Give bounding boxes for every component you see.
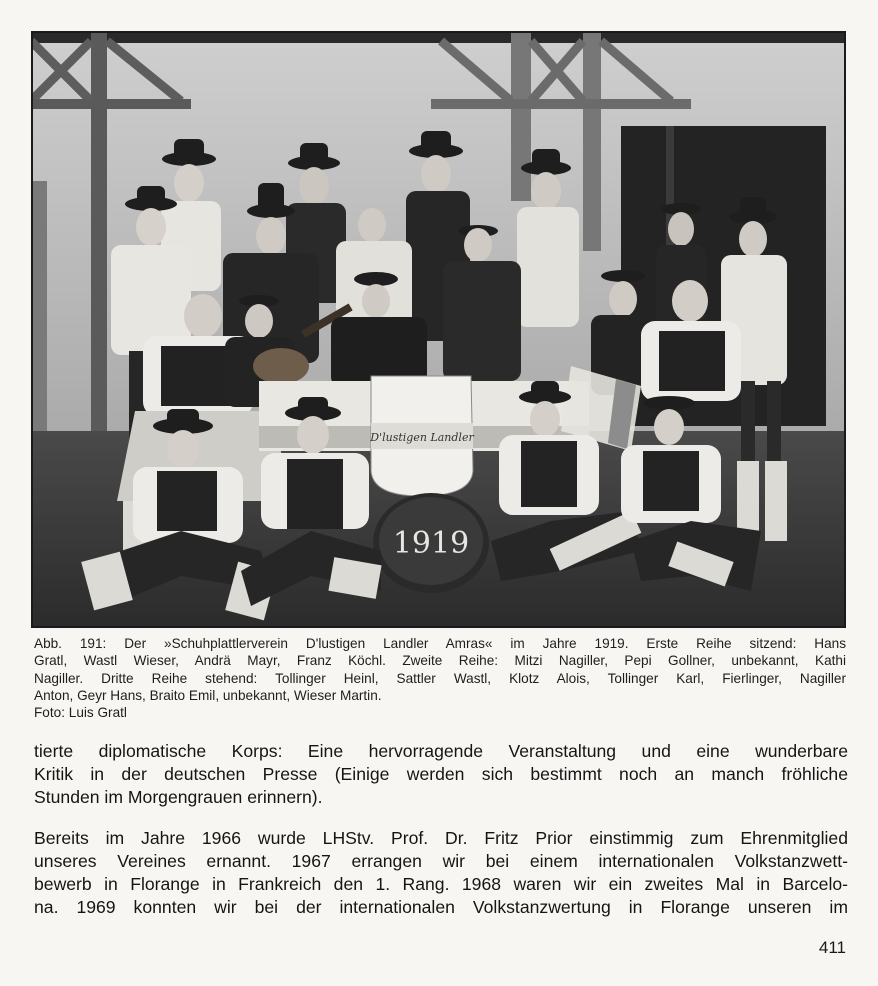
body-line: tierte diplomatische Korps: Eine hervorragende Veranstaltung und eine wunderbare (34, 741, 848, 761)
caption-line: Nagiller. Dritte Reihe stehend: Tollinger Heinl, Sattler Wastl, Klotz Alois, Tollinger Karl, Fierlinger, Nagiller (34, 670, 846, 686)
caption-line: Abb. 191: Der »Schuhplattlerverein D'lustigen Landler Amras« im Jahre 1919. Erste Reihe sitzend: Hans (34, 636, 846, 651)
body-line: Kritik in der deutschen Presse (Einige werden sich bestimmt noch an manch fröhliche (34, 764, 848, 784)
group-photo (31, 31, 846, 628)
body-line: Stunden im Morgengrauen erinnern). (34, 787, 323, 807)
caption-line: Gratl, Wastl Wieser, Andrä Mayr, Franz Köchl. Zweite Reihe: Mitzi Nagiller, Pepi Gollner, unbekannt, Kathi (34, 653, 846, 669)
barrel (373, 493, 489, 593)
barrel-year: 1919 (392, 526, 470, 561)
group-photo-illustration (31, 31, 846, 628)
banner-text: D'lustigen Landler (370, 431, 474, 444)
page-number: 411 (818, 938, 846, 957)
caption-line: Anton, Geyr Hans, Braito Emil, unbekannt, Wieser Martin. (34, 687, 382, 703)
body-line: na. 1969 konnten wir bei der internationalen Volkstanzwertung in Florange unseren im (34, 897, 848, 917)
body-line: bewerb in Florange in Frankreich den 1. Rang. 1968 waren wir ein zweites Mal in Barcelo- (34, 874, 848, 894)
figure-caption (34, 635, 846, 721)
banner-sign (369, 376, 474, 496)
body-paragraph-1 (34, 740, 848, 809)
caption-credit: Foto: Luis Gratl (34, 705, 127, 721)
body-line: unseres Vereines ernannt. 1967 errangen wir bei einem internationalen Volkstanzwett- (34, 851, 848, 871)
body-line: Bereits im Jahre 1966 wurde LHStv. Prof. Dr. Fritz Prior einstimmig zum Ehrenmitglied (34, 828, 848, 848)
body-paragraph-2 (34, 827, 848, 919)
